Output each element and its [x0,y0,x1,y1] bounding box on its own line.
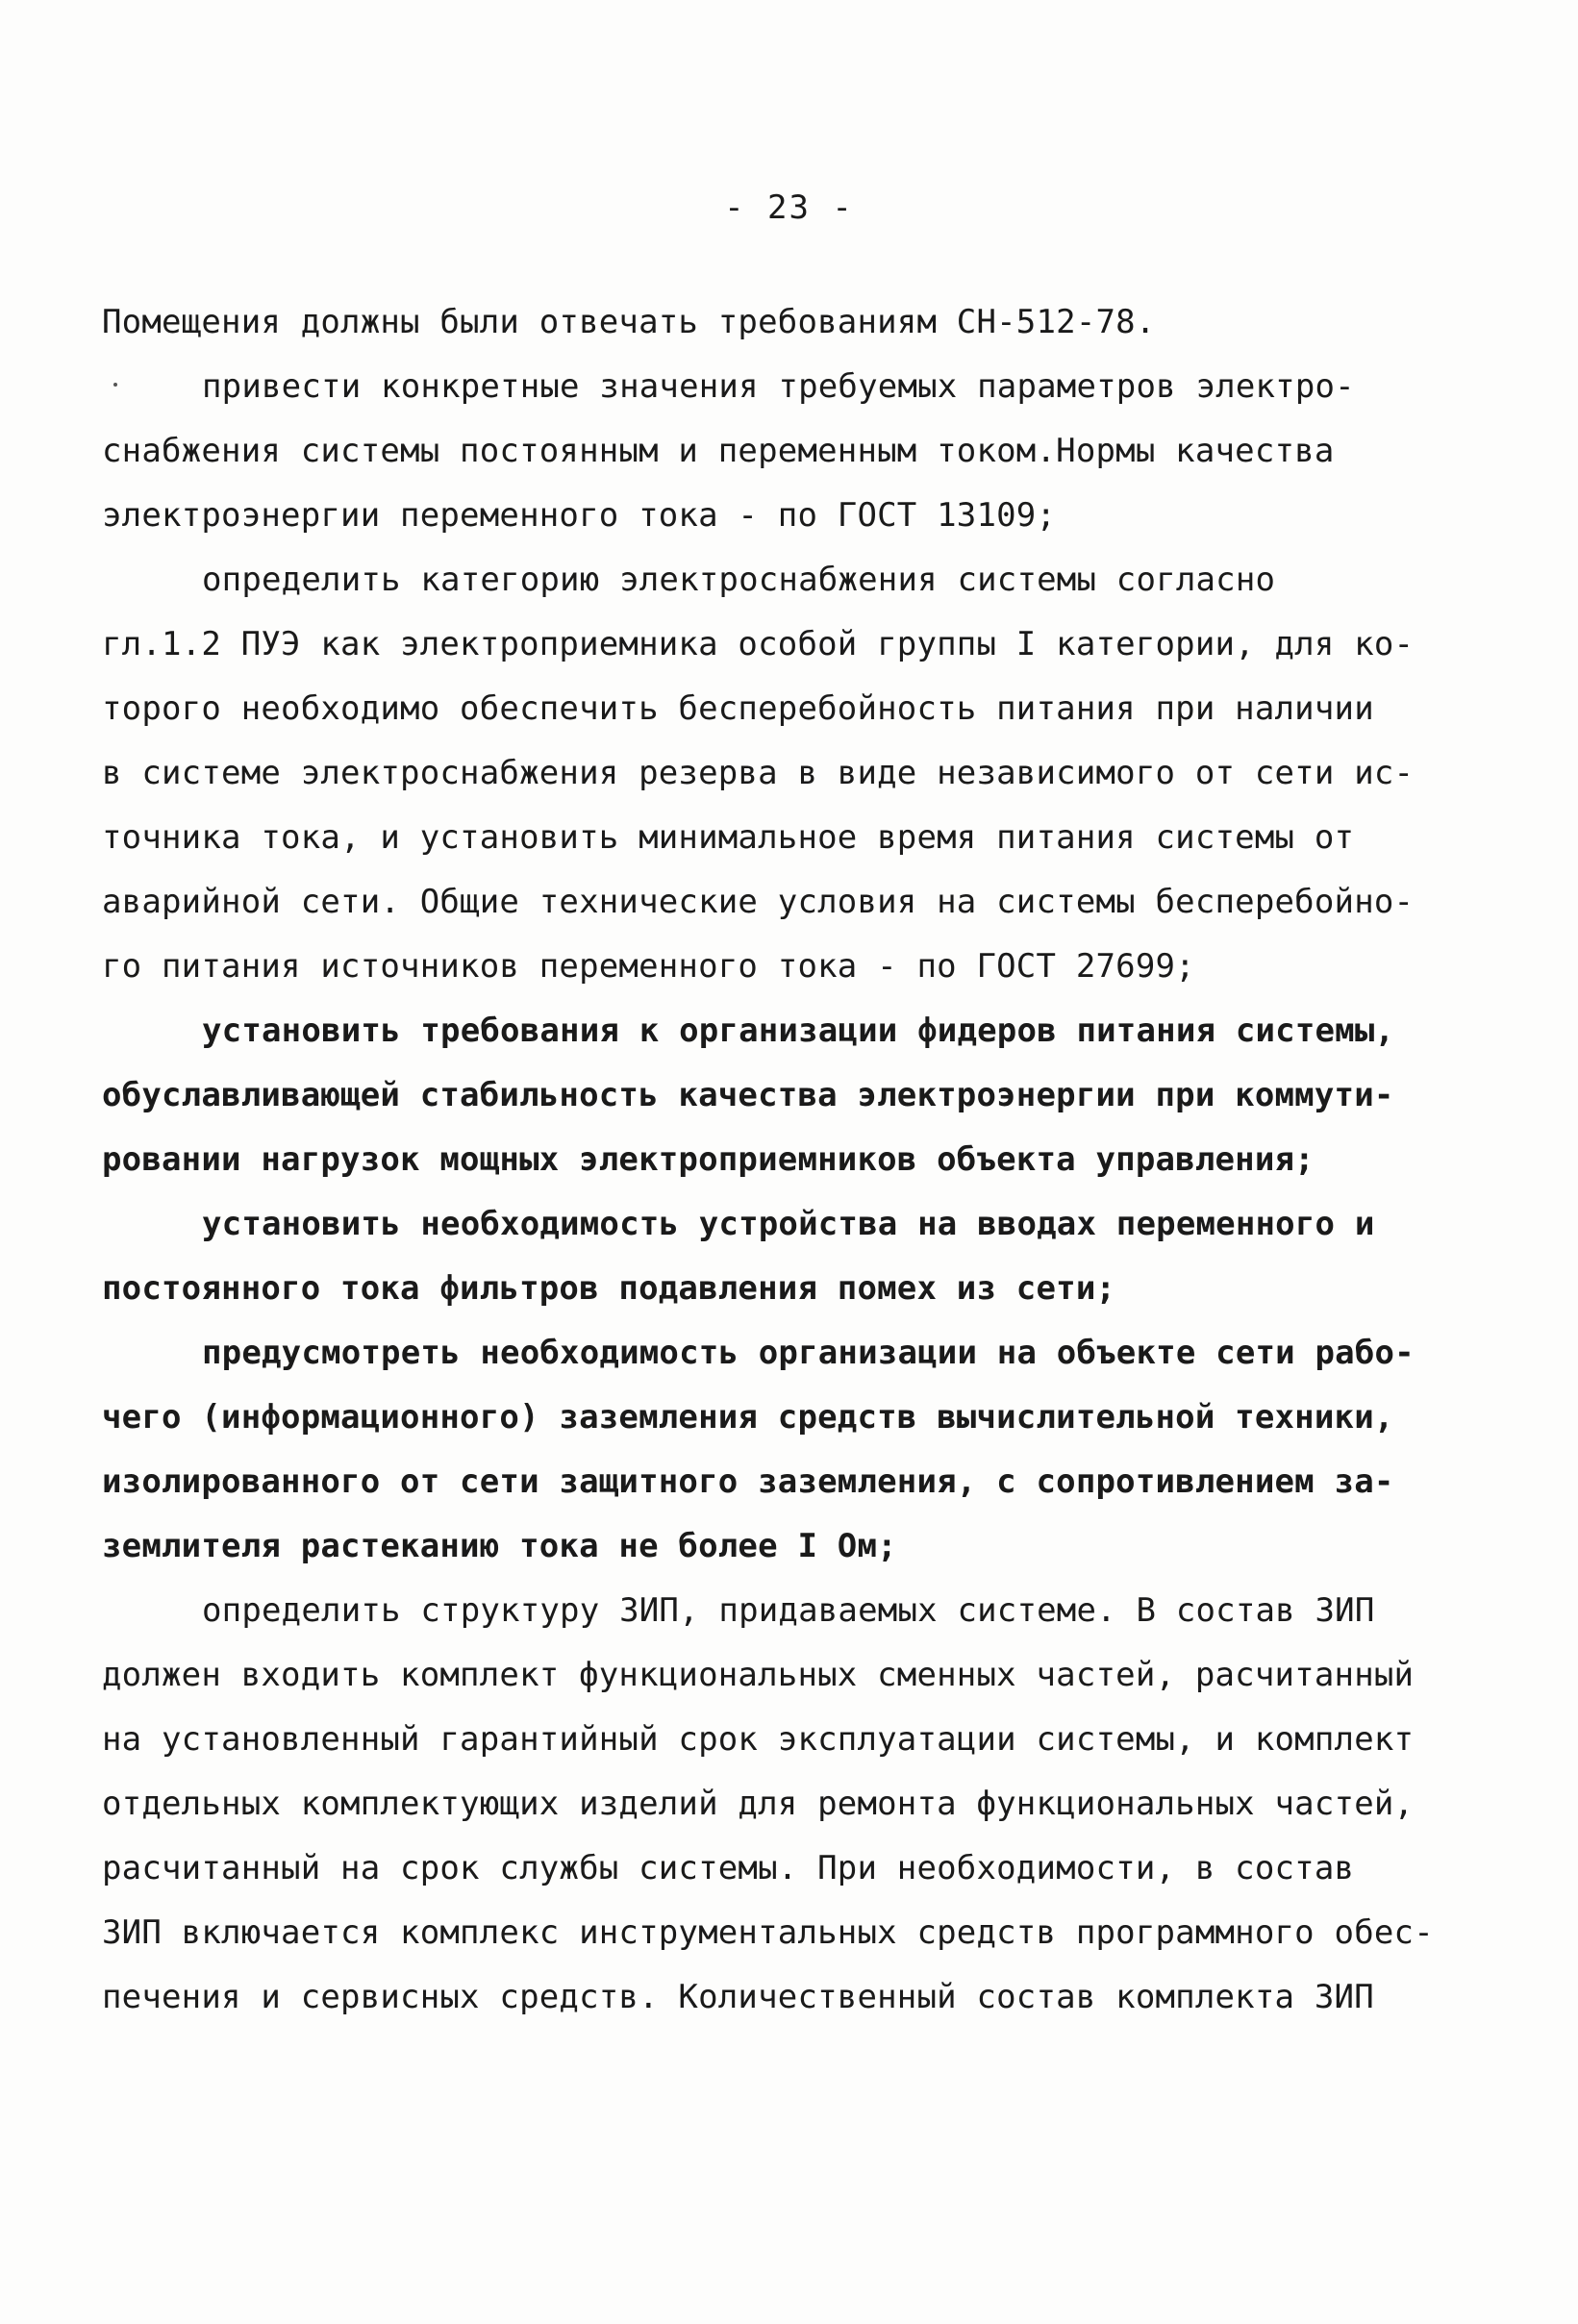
text-line: в системе электроснабжения резерва в виде независимого от сети ис- [102,754,1415,792]
text-line: предусмотреть необходимость организации на объекте сети рабо- [202,1334,1415,1372]
text-line: аварийной сети. Общие технические условия на системы бесперебойно- [102,883,1415,921]
text-line: чего (информационного) заземления средств вычислительной техники, [102,1398,1394,1437]
text-line: изолированного от сети защитного заземления, с сопротивлением за- [102,1462,1394,1501]
text-line: постоянного тока фильтров подавления помех из сети; [102,1269,1116,1308]
text-line: электроэнергии переменного тока - по ГОСТ 13109; [102,496,1057,535]
text-line: на установленный гарантийный срок эксплуатации системы, и комплект [102,1720,1415,1759]
text-line: установить требования к организации фидеров питания системы, [202,1012,1395,1050]
text-line: отдельных комплектующих изделий для ремонта функциональных частей, [102,1785,1415,1823]
body-text [102,290,1448,2030]
page-number: - 23 - [724,188,854,227]
text-line: снабжения системы постоянным и переменным током.Нормы качества [102,432,1335,470]
text-line: землителя растеканию тока не более I Ом; [102,1527,897,1565]
text-line: печения и сервисных средств. Количественный состав комплекта ЗИП [102,1978,1374,2016]
text-line: торого необходимо обеспечить бесперебойность питания при наличии [102,689,1374,728]
text-line: привести конкретные значения требуемых параметров электро- [202,367,1355,406]
text-line: гл.1.2 ПУЭ как электроприемника особой группы I категории, для ко- [102,625,1415,663]
text-line: точника тока, и установить минимальное время питания системы от [102,818,1355,857]
text-line: определить категорию электроснабжения системы согласно [202,561,1276,599]
text-line: расчитанный на срок службы системы. При необходимости, в состав [102,1849,1355,1887]
text-line: Помещения должны были отвечать требованиям СН-512-78. [102,303,1156,341]
text-line: ЗИП включается комплекс инструментальных средств программного обес- [102,1913,1434,1952]
text-line: установить необходимость устройства на вводах переменного и [202,1205,1375,1243]
text-line: должен входить комплект функциональных сменных частей, расчитанный [102,1656,1415,1694]
text-line: обуславливающей стабильность качества электроэнергии при коммути- [102,1076,1394,1114]
text-line: ровании нагрузок мощных электроприемников объекта управления; [102,1140,1315,1179]
text-line: го питания источников переменного тока - по ГОСТ 27699; [102,947,1195,986]
text-line: определить структуру ЗИП, придаваемых системе. В состав ЗИП [202,1591,1375,1630]
